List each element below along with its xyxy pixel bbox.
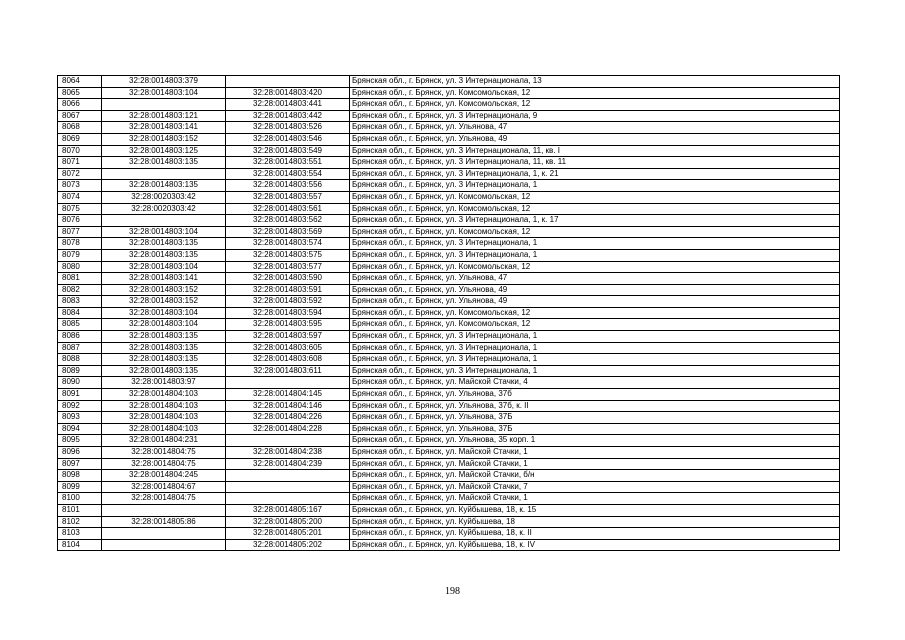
table-row bbox=[58, 435, 840, 447]
land-cadastral-number-cell: 32:28:0020303:42 bbox=[102, 191, 226, 203]
row-number-cell: 8076 bbox=[58, 215, 102, 227]
object-cadastral-number-cell: 32:28:0014805:200 bbox=[226, 516, 350, 528]
row-number-cell: 8100 bbox=[58, 493, 102, 505]
row-number-cell: 8084 bbox=[58, 307, 102, 319]
land-cadastral-number-cell: 32:28:0014804:231 bbox=[102, 435, 226, 447]
land-cadastral-number-cell: 32:28:0014804:75 bbox=[102, 447, 226, 459]
object-cadastral-number-cell: 32:28:0014804:239 bbox=[226, 458, 350, 470]
object-cadastral-number-cell: 32:28:0014803:597 bbox=[226, 331, 350, 343]
table-row bbox=[58, 331, 840, 343]
table-row bbox=[58, 481, 840, 493]
page-number: 198 bbox=[445, 586, 460, 597]
row-number-cell: 8091 bbox=[58, 389, 102, 401]
table-row bbox=[58, 516, 840, 528]
row-number-cell: 8083 bbox=[58, 296, 102, 308]
address-cell: Брянская обл., г. Брянск, ул. 3 Интернационала, 1, к. 21 bbox=[350, 168, 840, 180]
address-cell: Брянская обл., г. Брянск, ул. Ульянова, 49 bbox=[350, 296, 840, 308]
object-cadastral-number-cell: 32:28:0014803:569 bbox=[226, 226, 350, 238]
address-cell: Брянская обл., г. Брянск, ул. Комсомольская, 12 bbox=[350, 261, 840, 273]
object-cadastral-number-cell: 32:28:0014803:605 bbox=[226, 342, 350, 354]
address-cell: Брянская обл., г. Брянск, ул. Ульянова, 49 bbox=[350, 284, 840, 296]
row-number-cell: 8103 bbox=[58, 528, 102, 540]
row-number-cell: 8101 bbox=[58, 504, 102, 516]
row-number-cell: 8098 bbox=[58, 470, 102, 482]
row-number-cell: 8073 bbox=[58, 180, 102, 192]
object-cadastral-number-cell: 32:28:0014805:167 bbox=[226, 504, 350, 516]
address-cell: Брянская обл., г. Брянск, ул. 3 Интернационала, 1 bbox=[350, 180, 840, 192]
table-row bbox=[58, 133, 840, 145]
land-cadastral-number-cell: 32:28:0014803:104 bbox=[102, 261, 226, 273]
table-row bbox=[58, 354, 840, 366]
address-cell: Брянская обл., г. Брянск, ул. Ульянова, 37б, к. II bbox=[350, 400, 840, 412]
row-number-cell: 8066 bbox=[58, 99, 102, 111]
land-cadastral-number-cell: 32:28:0014803:141 bbox=[102, 273, 226, 285]
table-row bbox=[58, 493, 840, 505]
land-cadastral-number-cell bbox=[102, 215, 226, 227]
object-cadastral-number-cell: 32:28:0014803:556 bbox=[226, 180, 350, 192]
table-row bbox=[58, 539, 840, 551]
land-cadastral-number-cell: 32:28:0014803:104 bbox=[102, 319, 226, 331]
row-number-cell: 8095 bbox=[58, 435, 102, 447]
row-number-cell: 8080 bbox=[58, 261, 102, 273]
object-cadastral-number-cell: 32:28:0014803:574 bbox=[226, 238, 350, 250]
land-cadastral-number-cell: 32:28:0014803:379 bbox=[102, 76, 226, 88]
row-number-cell: 8074 bbox=[58, 191, 102, 203]
table-row bbox=[58, 284, 840, 296]
object-cadastral-number-cell: 32:28:0014803:551 bbox=[226, 157, 350, 169]
address-cell: Брянская обл., г. Брянск, ул. 3 Интернационала, 1 bbox=[350, 342, 840, 354]
address-cell: Брянская обл., г. Брянск, ул. Ульянова, 37б bbox=[350, 389, 840, 401]
table-row bbox=[58, 470, 840, 482]
table-row bbox=[58, 191, 840, 203]
address-cell: Брянская обл., г. Брянск, ул. 3 Интернационала, 1 bbox=[350, 365, 840, 377]
object-cadastral-number-cell: 32:28:0014803:526 bbox=[226, 122, 350, 134]
table-row bbox=[58, 412, 840, 424]
object-cadastral-number-cell: 32:28:0014803:441 bbox=[226, 99, 350, 111]
table-row bbox=[58, 296, 840, 308]
table-row bbox=[58, 504, 840, 516]
land-cadastral-number-cell: 32:28:0014803:135 bbox=[102, 331, 226, 343]
object-cadastral-number-cell: 32:28:0014803:592 bbox=[226, 296, 350, 308]
table-row bbox=[58, 319, 840, 331]
object-cadastral-number-cell: 32:28:0014803:595 bbox=[226, 319, 350, 331]
table-row bbox=[58, 342, 840, 354]
land-cadastral-number-cell: 32:28:0014803:135 bbox=[102, 180, 226, 192]
object-cadastral-number-cell: 32:28:0014803:577 bbox=[226, 261, 350, 273]
address-cell: Брянская обл., г. Брянск, ул. Ульянова, 47 bbox=[350, 122, 840, 134]
object-cadastral-number-cell: 32:28:0014804:238 bbox=[226, 447, 350, 459]
object-cadastral-number-cell: 32:28:0014803:608 bbox=[226, 354, 350, 366]
land-cadastral-number-cell: 32:28:0014804:103 bbox=[102, 412, 226, 424]
row-number-cell: 8068 bbox=[58, 122, 102, 134]
address-cell: Брянская обл., г. Брянск, ул. Майской Стачки, 7 bbox=[350, 481, 840, 493]
table-row bbox=[58, 99, 840, 111]
land-cadastral-number-cell: 32:28:0014803:135 bbox=[102, 342, 226, 354]
land-cadastral-number-cell: 32:28:0020303:42 bbox=[102, 203, 226, 215]
table-row bbox=[58, 203, 840, 215]
row-number-cell: 8072 bbox=[58, 168, 102, 180]
land-cadastral-number-cell: 32:28:0014803:135 bbox=[102, 365, 226, 377]
address-cell: Брянская обл., г. Брянск, ул. Ульянова, 37Б bbox=[350, 423, 840, 435]
row-number-cell: 8078 bbox=[58, 238, 102, 250]
object-cadastral-number-cell: 32:28:0014804:228 bbox=[226, 423, 350, 435]
land-cadastral-number-cell bbox=[102, 539, 226, 551]
row-number-cell: 8071 bbox=[58, 157, 102, 169]
table-row bbox=[58, 447, 840, 459]
address-cell: Брянская обл., г. Брянск, ул. Майской Стачки, 1 bbox=[350, 493, 840, 505]
row-number-cell: 8104 bbox=[58, 539, 102, 551]
land-cadastral-number-cell: 32:28:0014803:97 bbox=[102, 377, 226, 389]
registry-table-body bbox=[58, 76, 840, 551]
address-cell: Брянская обл., г. Брянск, ул. Ульянова, 47 bbox=[350, 273, 840, 285]
land-cadastral-number-cell: 32:28:0014803:141 bbox=[102, 122, 226, 134]
address-cell: Брянская обл., г. Брянск, ул. Комсомольская, 12 bbox=[350, 99, 840, 111]
object-cadastral-number-cell: 32:28:0014804:226 bbox=[226, 412, 350, 424]
table-row bbox=[58, 307, 840, 319]
row-number-cell: 8070 bbox=[58, 145, 102, 157]
row-number-cell: 8088 bbox=[58, 354, 102, 366]
row-number-cell: 8097 bbox=[58, 458, 102, 470]
row-number-cell: 8096 bbox=[58, 447, 102, 459]
land-cadastral-number-cell: 32:28:0014804:75 bbox=[102, 458, 226, 470]
address-cell: Брянская обл., г. Брянск, ул. Ульянова, 37Б bbox=[350, 412, 840, 424]
table-row bbox=[58, 180, 840, 192]
row-number-cell: 8094 bbox=[58, 423, 102, 435]
object-cadastral-number-cell bbox=[226, 493, 350, 505]
registry-table bbox=[57, 75, 840, 551]
table-row bbox=[58, 249, 840, 261]
row-number-cell: 8086 bbox=[58, 331, 102, 343]
object-cadastral-number-cell: 32:28:0014803:557 bbox=[226, 191, 350, 203]
object-cadastral-number-cell: 32:28:0014804:145 bbox=[226, 389, 350, 401]
land-cadastral-number-cell: 32:28:0014804:103 bbox=[102, 423, 226, 435]
land-cadastral-number-cell: 32:28:0014803:135 bbox=[102, 238, 226, 250]
table-row bbox=[58, 238, 840, 250]
object-cadastral-number-cell bbox=[226, 76, 350, 88]
table-row bbox=[58, 87, 840, 99]
table-row bbox=[58, 226, 840, 238]
address-cell: Брянская обл., г. Брянск, ул. Комсомольская, 12 bbox=[350, 226, 840, 238]
row-number-cell: 8102 bbox=[58, 516, 102, 528]
land-cadastral-number-cell: 32:28:0014804:103 bbox=[102, 400, 226, 412]
address-cell: Брянская обл., г. Брянск, ул. Майской Стачки, б/н bbox=[350, 470, 840, 482]
address-cell: Брянская обл., г. Брянск, ул. Ульянова, 49 bbox=[350, 133, 840, 145]
land-cadastral-number-cell: 32:28:0014804:67 bbox=[102, 481, 226, 493]
address-cell: Брянская обл., г. Брянск, ул. Майской Стачки, 4 bbox=[350, 377, 840, 389]
row-number-cell: 8077 bbox=[58, 226, 102, 238]
table-row bbox=[58, 215, 840, 227]
address-cell: Брянская обл., г. Брянск, ул. Майской Стачки, 1 bbox=[350, 447, 840, 459]
address-cell: Брянская обл., г. Брянск, ул. Комсомольская, 12 bbox=[350, 307, 840, 319]
address-cell: Брянская обл., г. Брянск, ул. 3 Интернационала, 11, кв. 11 bbox=[350, 157, 840, 169]
land-cadastral-number-cell: 32:28:0014803:152 bbox=[102, 296, 226, 308]
object-cadastral-number-cell: 32:28:0014803:549 bbox=[226, 145, 350, 157]
table-row bbox=[58, 122, 840, 134]
object-cadastral-number-cell: 32:28:0014803:420 bbox=[226, 87, 350, 99]
land-cadastral-number-cell: 32:28:0014803:152 bbox=[102, 133, 226, 145]
table-row bbox=[58, 76, 840, 88]
row-number-cell: 8081 bbox=[58, 273, 102, 285]
address-cell: Брянская обл., г. Брянск, ул. Ульянова, 35 корп. 1 bbox=[350, 435, 840, 447]
address-cell: Брянская обл., г. Брянск, ул. 3 Интернационала, 11, кв. I bbox=[350, 145, 840, 157]
land-cadastral-number-cell: 32:28:0014803:104 bbox=[102, 226, 226, 238]
land-cadastral-number-cell: 32:28:0014803:135 bbox=[102, 249, 226, 261]
address-cell: Брянская обл., г. Брянск, ул. 3 Интернационала, 1 bbox=[350, 238, 840, 250]
address-cell: Брянская обл., г. Брянск, ул. 3 Интернационала, 1, к. 17 bbox=[350, 215, 840, 227]
row-number-cell: 8067 bbox=[58, 110, 102, 122]
table-row bbox=[58, 261, 840, 273]
row-number-cell: 8085 bbox=[58, 319, 102, 331]
land-cadastral-number-cell: 32:28:0014803:104 bbox=[102, 87, 226, 99]
land-cadastral-number-cell: 32:28:0014805:86 bbox=[102, 516, 226, 528]
object-cadastral-number-cell: 32:28:0014805:201 bbox=[226, 528, 350, 540]
address-cell: Брянская обл., г. Брянск, ул. 3 Интернационала, 1 bbox=[350, 249, 840, 261]
object-cadastral-number-cell: 32:28:0014803:611 bbox=[226, 365, 350, 377]
row-number-cell: 8093 bbox=[58, 412, 102, 424]
land-cadastral-number-cell: 32:28:0014803:135 bbox=[102, 157, 226, 169]
object-cadastral-number-cell bbox=[226, 377, 350, 389]
object-cadastral-number-cell: 32:28:0014803:554 bbox=[226, 168, 350, 180]
object-cadastral-number-cell bbox=[226, 470, 350, 482]
table-row bbox=[58, 400, 840, 412]
land-cadastral-number-cell: 32:28:0014803:121 bbox=[102, 110, 226, 122]
land-cadastral-number-cell: 32:28:0014803:125 bbox=[102, 145, 226, 157]
object-cadastral-number-cell: 32:28:0014804:146 bbox=[226, 400, 350, 412]
row-number-cell: 8089 bbox=[58, 365, 102, 377]
object-cadastral-number-cell: 32:28:0014803:575 bbox=[226, 249, 350, 261]
land-cadastral-number-cell: 32:28:0014804:103 bbox=[102, 389, 226, 401]
land-cadastral-number-cell: 32:28:0014804:75 bbox=[102, 493, 226, 505]
land-cadastral-number-cell: 32:28:0014804:245 bbox=[102, 470, 226, 482]
row-number-cell: 8075 bbox=[58, 203, 102, 215]
address-cell: Брянская обл., г. Брянск, ул. 3 Интернационала, 9 bbox=[350, 110, 840, 122]
object-cadastral-number-cell bbox=[226, 435, 350, 447]
table-row bbox=[58, 110, 840, 122]
object-cadastral-number-cell: 32:28:0014803:442 bbox=[226, 110, 350, 122]
table-row bbox=[58, 157, 840, 169]
address-cell: Брянская обл., г. Брянск, ул. Куйбышева, 18, к. II bbox=[350, 528, 840, 540]
table-row bbox=[58, 145, 840, 157]
object-cadastral-number-cell bbox=[226, 481, 350, 493]
row-number-cell: 8099 bbox=[58, 481, 102, 493]
address-cell: Брянская обл., г. Брянск, ул. Куйбышева, 18 bbox=[350, 516, 840, 528]
land-cadastral-number-cell: 32:28:0014803:104 bbox=[102, 307, 226, 319]
address-cell: Брянская обл., г. Брянск, ул. 3 Интернационала, 1 bbox=[350, 331, 840, 343]
address-cell: Брянская обл., г. Брянск, ул. Комсомольская, 12 bbox=[350, 319, 840, 331]
table-row bbox=[58, 423, 840, 435]
table-row bbox=[58, 273, 840, 285]
table-row bbox=[58, 528, 840, 540]
land-cadastral-number-cell bbox=[102, 99, 226, 111]
address-cell: Брянская обл., г. Брянск, ул. Комсомольская, 12 bbox=[350, 191, 840, 203]
row-number-cell: 8087 bbox=[58, 342, 102, 354]
object-cadastral-number-cell: 32:28:0014803:546 bbox=[226, 133, 350, 145]
land-cadastral-number-cell bbox=[102, 528, 226, 540]
row-number-cell: 8082 bbox=[58, 284, 102, 296]
object-cadastral-number-cell: 32:28:0014805:202 bbox=[226, 539, 350, 551]
address-cell: Брянская обл., г. Брянск, ул. Куйбышева, 18, к. 15 bbox=[350, 504, 840, 516]
land-cadastral-number-cell: 32:28:0014803:152 bbox=[102, 284, 226, 296]
address-cell: Брянская обл., г. Брянск, ул. Комсомольская, 12 bbox=[350, 203, 840, 215]
row-number-cell: 8064 bbox=[58, 76, 102, 88]
land-cadastral-number-cell bbox=[102, 504, 226, 516]
row-number-cell: 8090 bbox=[58, 377, 102, 389]
table-row bbox=[58, 377, 840, 389]
address-cell: Брянская обл., г. Брянск, ул. Майской Стачки, 1 bbox=[350, 458, 840, 470]
table-row bbox=[58, 365, 840, 377]
object-cadastral-number-cell: 32:28:0014803:590 bbox=[226, 273, 350, 285]
table-row bbox=[58, 458, 840, 470]
object-cadastral-number-cell: 32:28:0014803:594 bbox=[226, 307, 350, 319]
address-cell: Брянская обл., г. Брянск, ул. 3 Интернационала, 13 bbox=[350, 76, 840, 88]
address-cell: Брянская обл., г. Брянск, ул. Комсомольская, 12 bbox=[350, 87, 840, 99]
table-row bbox=[58, 389, 840, 401]
land-cadastral-number-cell: 32:28:0014803:135 bbox=[102, 354, 226, 366]
object-cadastral-number-cell: 32:28:0014803:562 bbox=[226, 215, 350, 227]
land-cadastral-number-cell bbox=[102, 168, 226, 180]
row-number-cell: 8092 bbox=[58, 400, 102, 412]
row-number-cell: 8079 bbox=[58, 249, 102, 261]
address-cell: Брянская обл., г. Брянск, ул. 3 Интернационала, 1 bbox=[350, 354, 840, 366]
object-cadastral-number-cell: 32:28:0014803:561 bbox=[226, 203, 350, 215]
row-number-cell: 8069 bbox=[58, 133, 102, 145]
table-row bbox=[58, 168, 840, 180]
object-cadastral-number-cell: 32:28:0014803:591 bbox=[226, 284, 350, 296]
address-cell: Брянская обл., г. Брянск, ул. Куйбышева, 18, к. IV bbox=[350, 539, 840, 551]
row-number-cell: 8065 bbox=[58, 87, 102, 99]
